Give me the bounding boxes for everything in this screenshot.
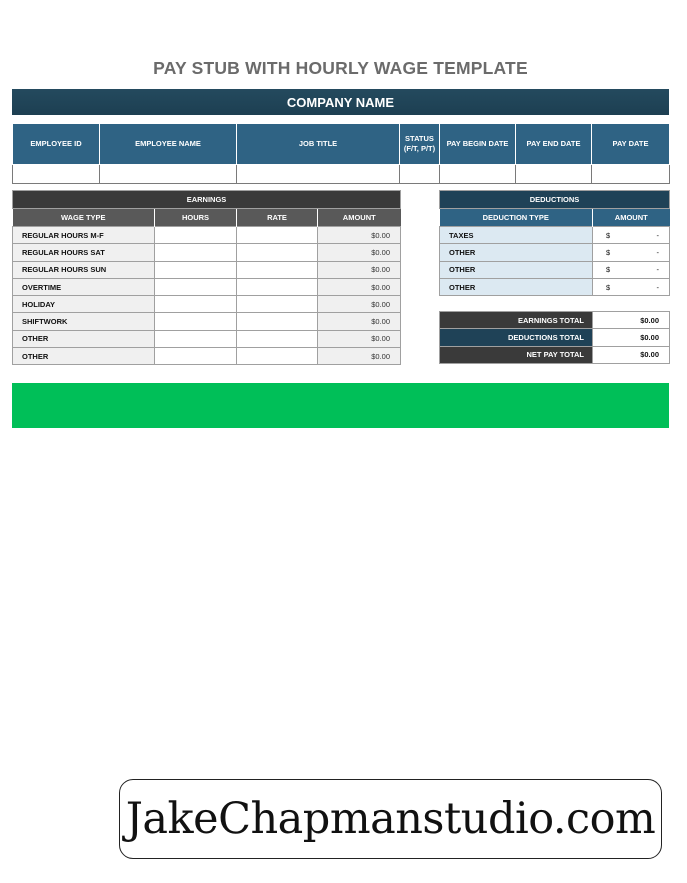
wage-type-label: REGULAR HOURS M-F <box>13 227 155 244</box>
deduction-amount-cell[interactable] <box>593 227 670 244</box>
wage-type-label: OTHER <box>13 330 155 347</box>
deductions-total-value: $0.00 <box>593 329 670 346</box>
hours-cell[interactable] <box>155 330 237 347</box>
amount-header: AMOUNT <box>318 209 401 227</box>
hours-cell[interactable] <box>155 261 237 278</box>
currency-symbol: $ <box>606 230 611 240</box>
deduction-type-label: OTHER <box>440 278 593 295</box>
pay-date-header: PAY DATE <box>592 124 670 165</box>
table-row <box>13 348 401 365</box>
wage-type-label: HOLIDAY <box>13 296 155 313</box>
wage-type-label: OVERTIME <box>13 278 155 295</box>
deduction-amount-header: AMOUNT <box>593 209 670 227</box>
deduction-type-label: OTHER <box>440 244 593 261</box>
employee-id-header: EMPLOYEE ID <box>13 124 100 165</box>
deduction-type-label: TAXES <box>440 227 593 244</box>
deduction-amount-value: - <box>656 282 659 292</box>
hours-cell[interactable] <box>155 227 237 244</box>
earnings-total-row <box>440 312 670 329</box>
company-name-banner[interactable]: COMPANY NAME <box>12 89 669 115</box>
hours-cell[interactable] <box>155 296 237 313</box>
amount-cell: $0.00 <box>318 261 401 278</box>
amount-cell: $0.00 <box>318 244 401 261</box>
deduction-amount-cell[interactable] <box>593 261 670 278</box>
deduction-amount-cell[interactable] <box>593 278 670 295</box>
wage-type-label: REGULAR HOURS SUN <box>13 261 155 278</box>
amount-cell: $0.00 <box>318 348 401 365</box>
pay-begin-date-header: PAY BEGIN DATE <box>440 124 516 165</box>
deductions-section-header: DEDUCTIONS <box>440 191 670 209</box>
earnings-table <box>12 190 401 365</box>
table-row <box>13 261 401 278</box>
table-row <box>440 261 670 278</box>
deduction-type-label: OTHER <box>440 261 593 278</box>
pay-end-date-header: PAY END DATE <box>516 124 592 165</box>
table-row <box>13 227 401 244</box>
table-row <box>13 278 401 295</box>
employee-name-header: EMPLOYEE NAME <box>100 124 237 165</box>
page-title: PAY STUB WITH HOURLY WAGE TEMPLATE <box>153 58 528 78</box>
employee-id-cell[interactable] <box>13 165 100 184</box>
watermark: JakeChapmanstudio.com <box>119 779 662 859</box>
pay-date-cell[interactable] <box>592 165 670 184</box>
table-row <box>13 313 401 330</box>
amount-cell: $0.00 <box>318 227 401 244</box>
amount-cell: $0.00 <box>318 313 401 330</box>
amount-cell: $0.00 <box>318 330 401 347</box>
amount-cell: $0.00 <box>318 296 401 313</box>
net-pay-total-value: $0.00 <box>593 346 670 363</box>
deduction-amount-value: - <box>656 247 659 257</box>
deduction-amount-cell[interactable] <box>593 244 670 261</box>
amount-cell: $0.00 <box>318 278 401 295</box>
net-pay-total-row <box>440 346 670 363</box>
rate-cell[interactable] <box>237 296 318 313</box>
table-row <box>13 296 401 313</box>
rate-cell[interactable] <box>237 348 318 365</box>
rate-cell[interactable] <box>237 330 318 347</box>
employee-info-table <box>12 123 670 184</box>
status-cell[interactable] <box>400 165 440 184</box>
table-row <box>440 227 670 244</box>
employee-name-cell[interactable] <box>100 165 237 184</box>
hours-header: HOURS <box>155 209 237 227</box>
earnings-total-label: EARNINGS TOTAL <box>440 312 593 329</box>
job-title-header: JOB TITLE <box>237 124 400 165</box>
table-row <box>440 244 670 261</box>
deduction-type-header: DEDUCTION TYPE <box>440 209 593 227</box>
currency-symbol: $ <box>606 265 611 275</box>
status-header: STATUS (F/T, P/T) <box>400 124 440 165</box>
rate-cell[interactable] <box>237 244 318 261</box>
table-row <box>13 244 401 261</box>
deductions-total-label: DEDUCTIONS TOTAL <box>440 329 593 346</box>
hours-cell[interactable] <box>155 244 237 261</box>
currency-symbol: $ <box>606 247 611 257</box>
table-row <box>440 278 670 295</box>
hours-cell[interactable] <box>155 313 237 330</box>
wage-type-header: WAGE TYPE <box>13 209 155 227</box>
deduction-amount-value: - <box>656 265 659 275</box>
earnings-total-value: $0.00 <box>593 312 670 329</box>
deduction-amount-value: - <box>656 230 659 240</box>
pay-end-date-cell[interactable] <box>516 165 592 184</box>
hours-cell[interactable] <box>155 348 237 365</box>
deductions-table <box>439 190 670 296</box>
table-row <box>13 330 401 347</box>
currency-symbol: $ <box>606 282 611 292</box>
net-pay-total-label: NET PAY TOTAL <box>440 346 593 363</box>
job-title-cell[interactable] <box>237 165 400 184</box>
green-banner[interactable] <box>12 383 669 428</box>
pay-begin-date-cell[interactable] <box>440 165 516 184</box>
earnings-section-header: EARNINGS <box>13 191 401 209</box>
rate-cell[interactable] <box>237 261 318 278</box>
deductions-total-row <box>440 329 670 346</box>
hours-cell[interactable] <box>155 278 237 295</box>
wage-type-label: SHIFTWORK <box>13 313 155 330</box>
rate-header: RATE <box>237 209 318 227</box>
rate-cell[interactable] <box>237 278 318 295</box>
wage-type-label: REGULAR HOURS SAT <box>13 244 155 261</box>
rate-cell[interactable] <box>237 313 318 330</box>
totals-table <box>439 311 670 364</box>
wage-type-label: OTHER <box>13 348 155 365</box>
rate-cell[interactable] <box>237 227 318 244</box>
